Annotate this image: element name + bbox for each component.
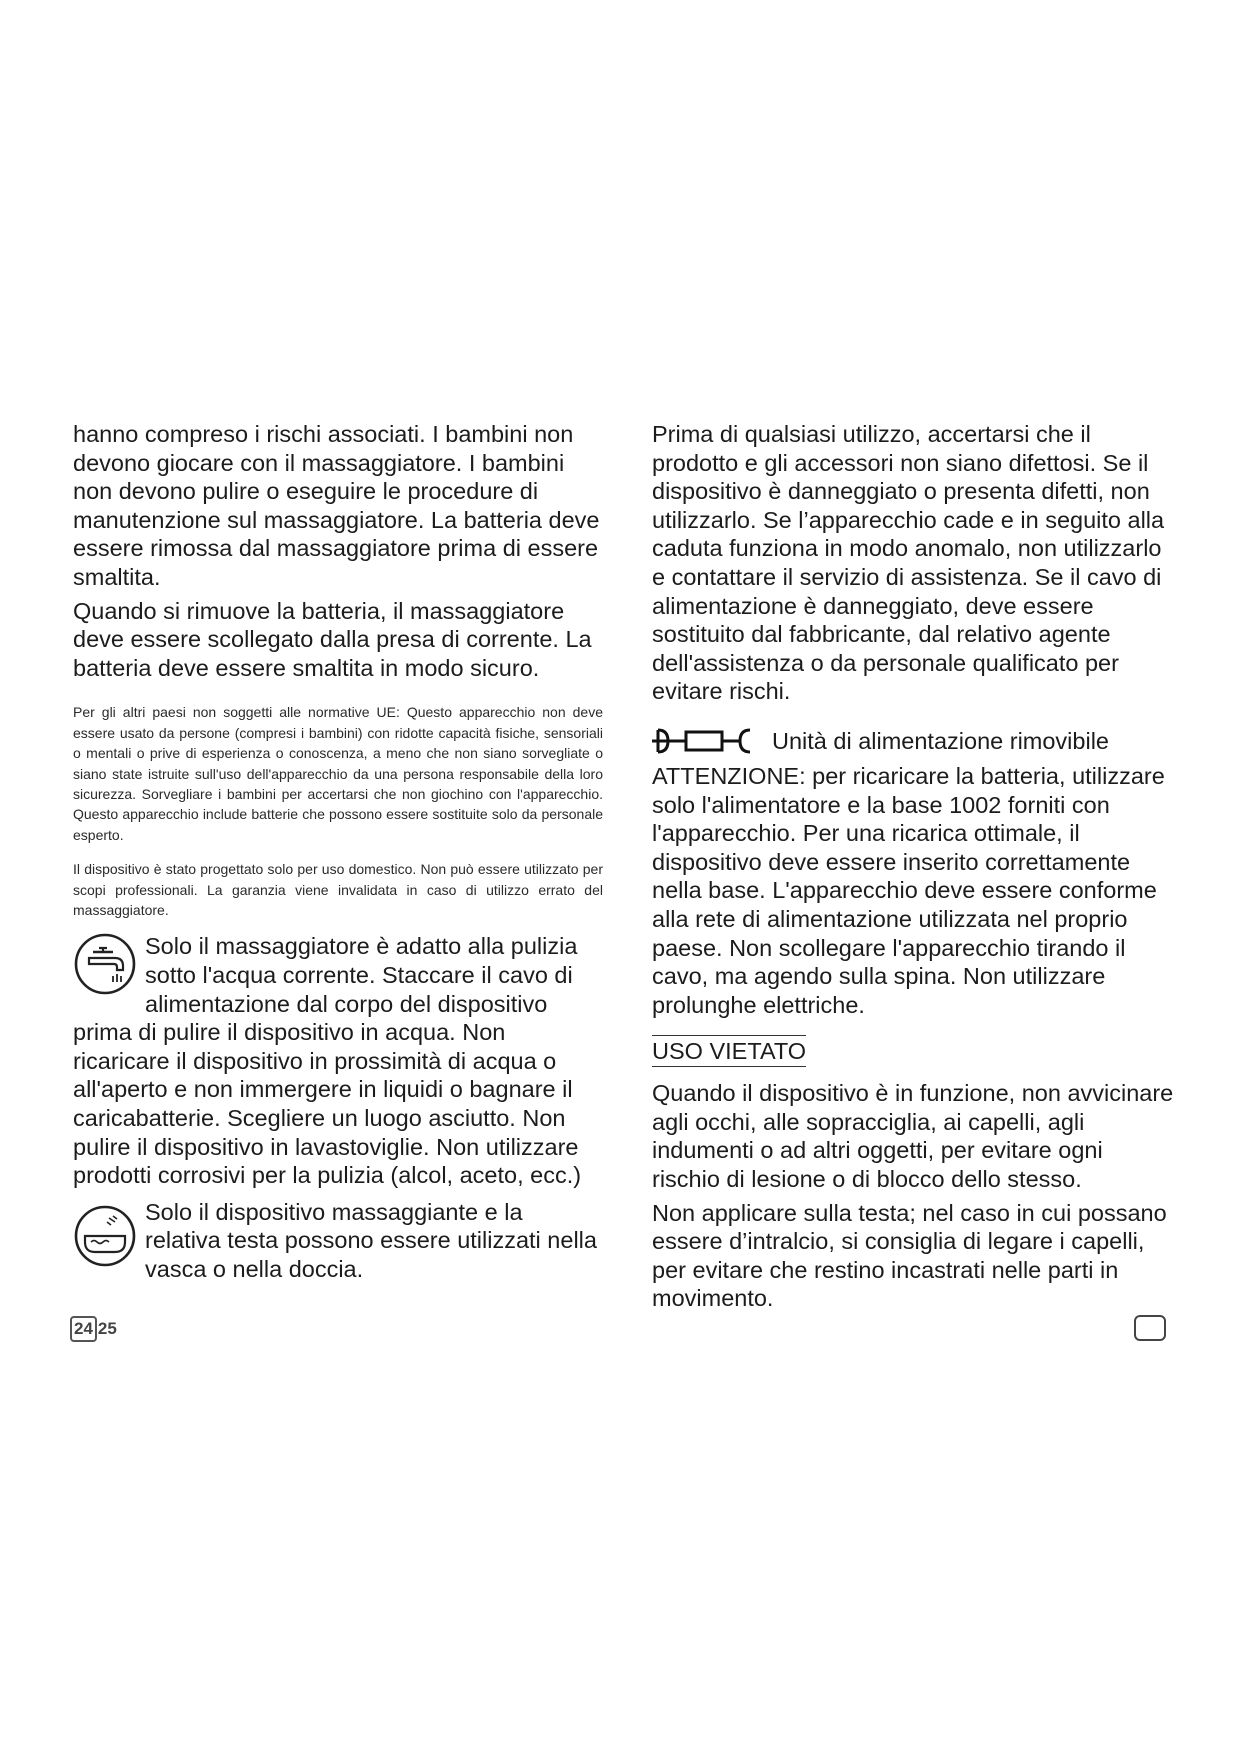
left-column	[73, 420, 603, 1284]
forbidden-use-paragraph-1: Quando il dispositivo è in funzione, non avvicinare agli occhi, alle sopracciglia, ai capelli, agli indumenti o ad altri oggetti, per evitare ogni rischio di lesione o di blocco dello stesso.	[652, 1080, 1174, 1193]
power-unit-row	[652, 726, 1177, 756]
pre-use-check-paragraph: Prima di qualsiasi utilizzo, accertarsi che il prodotto e gli accessori non siano difettosi. Se il dispositivo è danneggiato o presenta difetti, non utilizzarlo. Se l’apparecchio cade e in seguito alla caduta funziona in modo anomalo, non utilizzarlo e contattare il servizio di assistenza. Se il cavo di alimentazione è danneggiato, deve essere sostituito dal fabbricante, dal relativo agente dell'assistenza o da personale qualificato per evitare rischi.	[652, 421, 1165, 705]
page-number-left: 24	[70, 1316, 97, 1342]
intro-paragraph-2: Quando si rimuove la batteria, il massaggiatore deve essere scollegato dalla presa di corrente. La batteria deve essere smaltita in modo sicuro.	[73, 597, 592, 681]
non-eu-note: Per gli altri paesi non soggetti alle normative UE: Questo apparecchio non deve essere usato da persone (compresi i bambini) con ridotte capacità fisiche, sensoriali o mentali o prive di esperienza o conoscenza, a meno che non siano sorvegliate o siano state istruite sull'uso dell'apparecchio da una persona responsabile della loro sicurezza. Sorvegliare i bambini per accertarsi che non giochino con l'apparecchio. Questo apparecchio include batterie che possono essere sostituite solo da personale esperto.	[73, 704, 603, 843]
section-heading-forbidden-use: USO VIETATO	[652, 1035, 806, 1067]
tap-cleaning-section	[73, 932, 603, 1189]
intro-paragraph-1: hanno compreso i rischi associati. I bambini non devono giocare con il massaggiatore. I bambini non devono pulire o eseguire le procedure di manutenzione sul massaggiatore. La batteria deve essere rimossa dal massaggiatore prima di essere smaltita.	[73, 421, 600, 590]
page-numbers	[70, 1316, 117, 1342]
attention-paragraph: ATTENZIONE: per ricaricare la batteria, utilizzare solo l'alimentatore e la base 1002 forniti con l'apparecchio. Per una ricarica ottimale, il dispositivo deve essere inserito correttamente nella base. L'apparecchio deve essere conforme alla rete di alimentazione utilizzata nel proprio paese. Non scollegare l'apparecchio tirando il cavo, ma agendo sulla spina. Non utilizzare prolunghe elettriche.	[652, 762, 1165, 1018]
removable-power-unit-icon	[652, 726, 764, 756]
bath-use-section	[73, 1198, 603, 1284]
page-number-right: 25	[97, 1319, 117, 1338]
tap-water-cleaning-icon	[73, 932, 145, 1010]
bath-shower-icon	[73, 1198, 145, 1276]
right-column	[652, 420, 1177, 1313]
bath-use-text: Solo il dispositivo massaggiante e la relativa testa possono essere utilizzati nella vasca o nella doccia.	[145, 1198, 597, 1282]
page-corner-box	[1134, 1315, 1166, 1341]
tap-cleaning-text: Solo il massaggiatore è adatto alla pulizia sotto l'acqua corrente. Staccare il cavo di alimentazione dal corpo del dispositivo prima di pulire il dispositivo in acqua. Non ricaricare il dispositivo in prossimità di acqua o all'aperto e non immergere in liquidi o bagnare il caricabatterie. Scegliere un luogo asciutto. Non pulire il dispositivo in lavastoviglie. Non utilizzare prodotti corrosivi per la pulizia (alcol, aceto, ecc.)	[73, 933, 582, 1189]
forbidden-use-paragraph-2: Non applicare sulla testa; nel caso in cui possano essere d’intralcio, si consiglia di legare i capelli, per evitare che restino incastrati nelle parti in movimento.	[652, 1199, 1167, 1312]
domestic-use-note: Il dispositivo è stato progettato solo per uso domestico. Non può essere utilizzato per scopi professionali. La garanzia viene invalidata in caso di utilizzo errato del massaggiatore.	[73, 861, 603, 918]
power-unit-label: Unità di alimentazione rimovibile	[772, 727, 1109, 754]
